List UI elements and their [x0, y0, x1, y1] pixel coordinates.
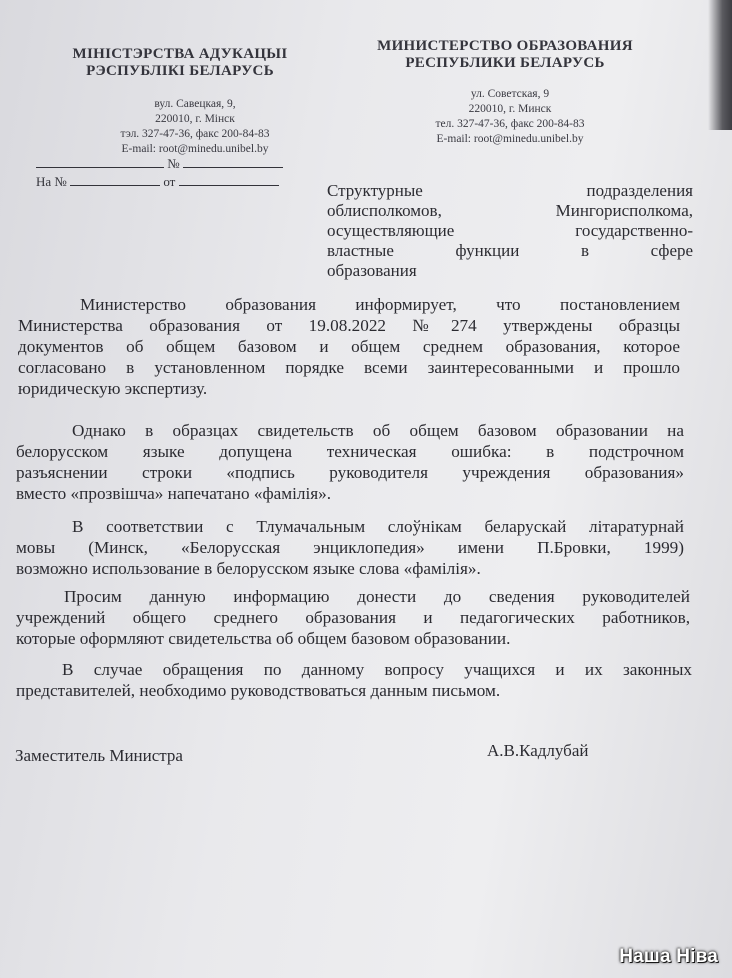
- reply-from-label: от: [163, 174, 176, 189]
- reply-to-number-line: [36, 173, 279, 190]
- left-header-title-line-1: МІНІСТЭРСТВА АДУКАЦЫІ: [72, 46, 288, 62]
- right-address-phone: тел. 327-47-36, факс 200-84-83: [435, 118, 585, 130]
- addressee-word: Мингорисполкома,: [555, 201, 693, 220]
- paragraph-line: мовы (Минск, «Белорусская энциклопедия» имени П.Бровки, 1999): [16, 538, 684, 557]
- left-address-city: 220010, г. Мінск: [155, 113, 235, 125]
- paragraph-line: Однако в образцах свидетельств об общем базовом образовании на: [72, 421, 684, 440]
- addressee-word: властные: [327, 241, 394, 260]
- right-header-title: [360, 38, 650, 72]
- addressee-block: [327, 181, 693, 281]
- right-address-email: E-mail: root@minedu.unibel.by: [436, 133, 584, 145]
- addressee-word: Структурные: [327, 181, 423, 200]
- addressee-word: сфере: [650, 241, 694, 260]
- addressee-line: [327, 261, 693, 281]
- paragraph-line: юридическую экспертизу.: [18, 379, 208, 398]
- paragraph-2: [16, 420, 684, 504]
- addressee-line: [327, 181, 693, 201]
- reply-to-number-blank: [70, 173, 160, 186]
- left-address-phone: тэл. 327-47-36, факс 200-84-83: [120, 128, 270, 140]
- right-address-city: 220010, г. Минск: [468, 103, 552, 115]
- addressee-word: осуществляющие: [327, 221, 455, 240]
- reply-to-label: На №: [36, 174, 67, 189]
- paragraph-line: В случае обращения по данному вопросу учащихся и их законных: [62, 660, 692, 679]
- right-address-street: ул. Советская, 9: [470, 88, 550, 100]
- outgoing-date-blank: [36, 155, 164, 168]
- outgoing-number-sign: №: [167, 156, 180, 171]
- page-edge-shadow: [708, 0, 732, 130]
- addressee-line: [327, 221, 693, 241]
- paragraph-line: Министерства образования от 19.08.2022 №274 утверждены образцы: [18, 316, 680, 335]
- paragraph-3: [16, 516, 684, 579]
- paragraph-5: [16, 659, 692, 701]
- left-header-address: [90, 97, 300, 157]
- left-address-email: E-mail: root@minedu.unibel.by: [121, 143, 269, 155]
- addressee-word: подразделения: [586, 181, 693, 200]
- paragraph-line: Просим данную информацию донести до сведения руководителей: [64, 587, 690, 606]
- addressee-word: функции: [455, 241, 520, 260]
- paragraph-line: белорусском языке допущена техническая ошибка: в подстрочном: [16, 442, 684, 461]
- paragraph-line: согласовано в установленном порядке всеми заинтересованными и прошло: [18, 358, 680, 377]
- addressee-word: образования: [327, 261, 417, 280]
- right-header-address: [400, 87, 620, 147]
- right-header-title-line-1: МИНИСТЕРСТВО ОБРАЗОВАНИЯ: [377, 38, 633, 54]
- left-header-title: [60, 46, 300, 80]
- paragraph-line: которые оформляют свидетельства об общем базовом образовании.: [16, 629, 511, 648]
- right-header-title-line-2: РЕСПУБЛИКИ БЕЛАРУСЬ: [405, 55, 605, 71]
- paragraph-line: документов об общем базовом и общем среднем образования, которое: [18, 337, 680, 356]
- addressee-word: государственно-: [575, 221, 693, 240]
- reply-from-date-blank: [179, 173, 279, 186]
- addressee-word: в: [580, 241, 589, 260]
- left-header-title-line-2: РЭСПУБЛІКІ БЕЛАРУСЬ: [86, 63, 274, 79]
- paragraph-line: учреждений общего среднего образования и педагогических работников,: [16, 608, 690, 627]
- addressee-word: облисполкомов,: [327, 201, 442, 220]
- paragraph-line: Министерство образования информирует, что постановлением: [80, 295, 680, 314]
- signatory-position: Заместитель Министра: [15, 746, 183, 765]
- paragraph-line: представителей, необходимо руководствоваться данным письмом.: [16, 681, 501, 700]
- paragraph-line: возможно использование в белорусском языке слова «фамілія».: [16, 559, 481, 578]
- outgoing-number-line: [36, 155, 283, 172]
- publisher-watermark: Наша Ніва: [619, 946, 718, 967]
- outgoing-number-blank: [183, 155, 283, 168]
- signatory-name: А.В.Кадлубай: [487, 741, 589, 760]
- addressee-line: [327, 241, 693, 261]
- paragraph-1: [18, 294, 680, 399]
- paragraph-4: [16, 586, 690, 649]
- paragraph-line: В соответствии с Тлумачальным слоўнікам беларускай літаратурнай: [72, 517, 684, 536]
- addressee-line: [327, 201, 693, 221]
- left-address-street: вул. Савецкая, 9,: [154, 98, 236, 110]
- paragraph-line: вместо «прозвішча» напечатано «фамілія».: [16, 484, 332, 503]
- paragraph-line: разъяснении строки «подпись руководителя учреждения образования»: [16, 463, 684, 482]
